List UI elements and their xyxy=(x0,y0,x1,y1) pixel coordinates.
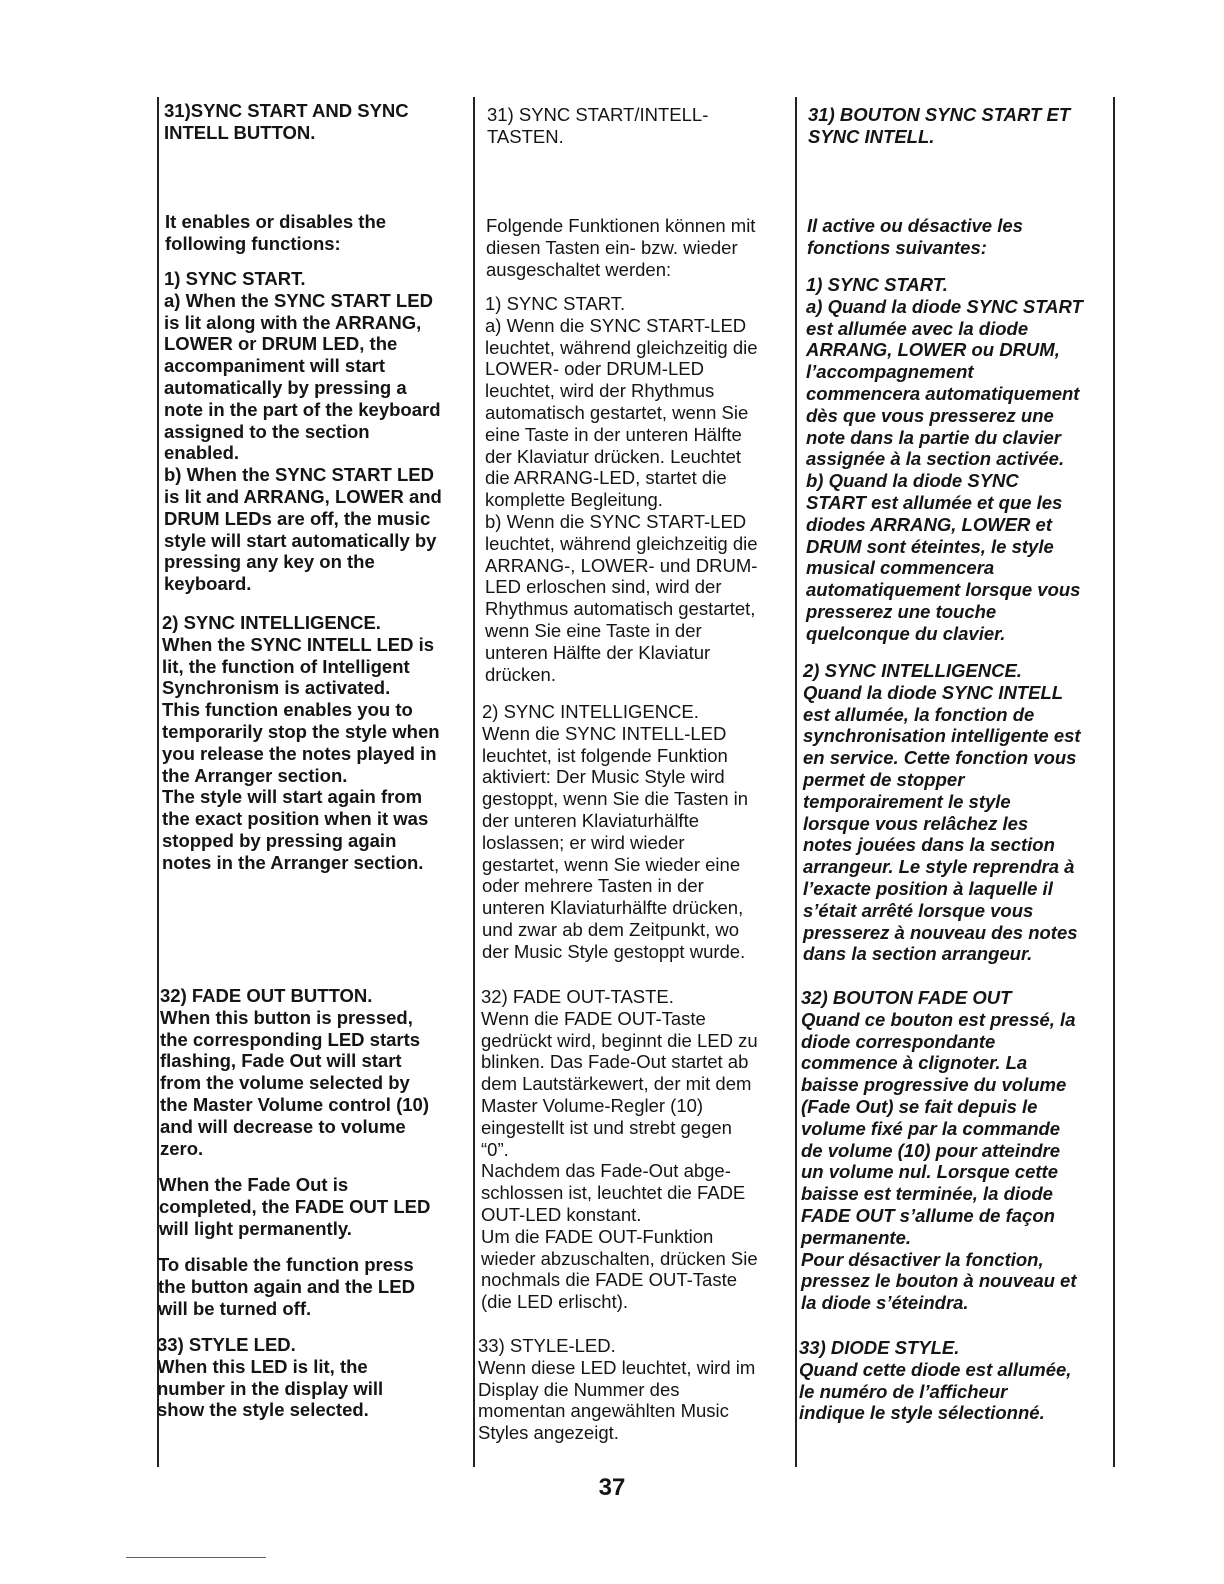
german-section-32-fade-out: 32) FADE OUT-TASTE. Wenn die FADE OUT-Taste gedrückt wird, beginnt die LED zu blinken. Das Fade-Out startet ab dem Lautstärkewert, der mit dem Master Volume-Regler (10) eingestellt ist und strebt gegen “0”. Nachdem das Fade-Out abge- schlossen ist, leuchtet die FADE OUT-LED konstant. Um die FADE OUT-Funktion wieder abzuschalten, drücken Sie nochmals die FADE OUT-Taste (die LED erlischt). xyxy=(481,986,758,1313)
french-section-32-block xyxy=(801,987,1112,1314)
french-section-31-intro: Il active ou désactive les fonctions suivantes: xyxy=(807,215,1023,258)
french-section-33-style-led: 33) DIODE STYLE. Quand cette diode est allumée, le numéro de l’afficheur indique le style sélectionné. xyxy=(799,1337,1072,1424)
french-section-31-sync-start: 1) SYNC START. a) Quand la diode SYNC START est allumée avec la diode ARRANG, LOWER ou DRUM, l’accompagnement commencera automatiquement dès que vous presserez une note dans la partie du clavier assignée à la section activée. b) Quand la diode SYNC START est allumée et que les diodes ARRANG, LOWER et DRUM sont éteintes, le style musical commencera automatiquement lorsque vous presserez une touche quelconque du clavier. xyxy=(806,274,1083,644)
english-section-31-title: 31)SYNC START AND SYNC INTELL BUTTON. xyxy=(164,100,409,143)
french-section-31-sync-intell-block xyxy=(803,660,1112,965)
english-section-32-block xyxy=(160,985,468,1159)
english-section-31-intro-block xyxy=(165,211,470,255)
english-section-31-sync-intelligence: 2) SYNC INTELLIGENCE. When the SYNC INTELL LED is lit, the function of Intelligent Synchronism is activated. This function enables you to temporarily stop the style when you release the notes played in the Arranger section. The style will start again from the exact position when it was stopped by pressing again notes in the Arranger section. xyxy=(162,612,440,873)
english-section-32-completed: When the Fade Out is completed, the FADE OUT LED will light permanently. xyxy=(159,1174,431,1239)
english-section-33-style-led: 33) STYLE LED. When this LED is lit, the number in the display will show the style selected. xyxy=(157,1334,384,1421)
french-section-31-intro-block xyxy=(807,215,1112,259)
english-section-31-sync-start-block xyxy=(164,268,469,595)
english-section-31-sync-start: 1) SYNC START. a) When the SYNC START LED is lit along with the ARRANG, LOWER or DRUM LED, the accompaniment will start automatically by pressing a note in the part of the keyboard assigned to the section enabled. b) When the SYNC START LED is lit and ARRANG, LOWER and DRUM LEDs are off, the music style will start automatically by pressing any key on the keyboard. xyxy=(164,268,442,595)
french-section-31-sync-intelligence: 2) SYNC INTELLIGENCE. Quand la diode SYNC INTELL est allumée, la fonction de synchronisation intelligente est en service. Cette fonction vous permet de stopper temporairement le style lorsque vous relâchez les notes jouées dans la section arrangeur. Le style reprendra à l’exacte position à laquelle il s’était arrêté lorsque vous presserez à nouveau des notes dans la section arrangeur. xyxy=(803,660,1081,965)
column-divider-middle-right xyxy=(795,97,797,1467)
english-section-31-intro: It enables or disables the following functions: xyxy=(165,211,387,254)
footer-rule xyxy=(126,1557,266,1558)
french-section-32-fade-out: 32) BOUTON FADE OUT Quand ce bouton est pressé, la diode correspondante commence à clignoter. La baisse progressive du volume (Fade Out) se fait depuis le volume fixé par la commande de volume (10) pour atteindre un volume nul. Lorsque cette baisse est terminée, la diode FADE OUT s’allume de façon permanente. Pour désactiver la fonction, pressez le bouton à nouveau et la diode s’éteindra. xyxy=(801,987,1077,1314)
german-section-33-block xyxy=(478,1335,790,1444)
english-section-32-completed-block xyxy=(159,1174,468,1239)
page-number: 37 xyxy=(598,1474,626,1501)
german-section-31-sync-start-block xyxy=(485,293,790,685)
german-section-31-sync-intelligence: 2) SYNC INTELLIGENCE. Wenn die SYNC INTELL-LED leuchtet, ist folgende Funktion aktiviert: Der Music Style wird gestoppt, wenn Sie die Tasten in der unteren Klaviaturhälfte loslassen; er wird wieder gestartet, wenn Sie wieder eine oder mehrere Tasten in der unteren Klaviaturhälfte drücken, und zwar ab dem Zeitpunkt, wo der Music Style gestoppt wurde. xyxy=(482,701,749,962)
english-section-32-disable-block xyxy=(158,1254,468,1319)
english-section-31-sync-intell-block xyxy=(162,612,468,874)
german-section-31-sync-intell-block xyxy=(482,701,790,963)
column-divider-right xyxy=(1113,97,1115,1467)
german-section-32-block xyxy=(481,986,790,1313)
column-divider-middle-left xyxy=(473,97,475,1467)
german-section-31-title-block xyxy=(487,104,792,148)
french-section-31-title: 31) BOUTON SYNC START ET SYNC INTELL. xyxy=(808,104,1071,147)
german-section-31-sync-start: 1) SYNC START. a) Wenn die SYNC START-LED leuchtet, während gleichzeitig die LOWER- oder DRUM-LED leuchtet, wird der Rhythmus automatisch gestartet, wenn Sie eine Taste in der unteren Hälfte der Klaviatur drücken. Leuchtet die ARRANG-LED, startet die komplette Begleitung. b) Wenn die SYNC START-LED leuchtet, während gleichzeitig die ARRANG-, LOWER- und DRUM- LED erloschen sind, wird der Rhythmus automatisch gestartet, wenn Sie eine Taste in der unteren Hälfte der Klaviatur drücken. xyxy=(485,293,758,685)
german-section-31-title: 31) SYNC START/INTELL- TASTEN. xyxy=(487,104,709,147)
german-section-31-intro-block xyxy=(486,215,791,280)
french-section-33-block xyxy=(799,1337,1112,1424)
french-section-31-title-block xyxy=(808,104,1113,148)
german-section-31-intro: Folgende Funktionen können mit diesen Tasten ein- bzw. wieder ausgeschaltet werden: xyxy=(486,215,756,280)
english-column xyxy=(164,100,469,144)
french-section-31-sync-start-block xyxy=(806,274,1112,645)
german-section-33-style-led: 33) STYLE-LED. Wenn diese LED leuchtet, wird im Display die Nummer des momentan angewählten Music Styles angezeigt. xyxy=(478,1335,756,1444)
english-section-32-disable: To disable the function press the button again and the LED will be turned off. xyxy=(158,1254,415,1319)
english-section-33-block xyxy=(157,1334,468,1421)
english-section-32-fade-out: 32) FADE OUT BUTTON. When this button is pressed, the corresponding LED starts flashing, Fade Out will start from the volume selected by the Master Volume control (10) and will decrease to volume zero. xyxy=(160,985,429,1159)
